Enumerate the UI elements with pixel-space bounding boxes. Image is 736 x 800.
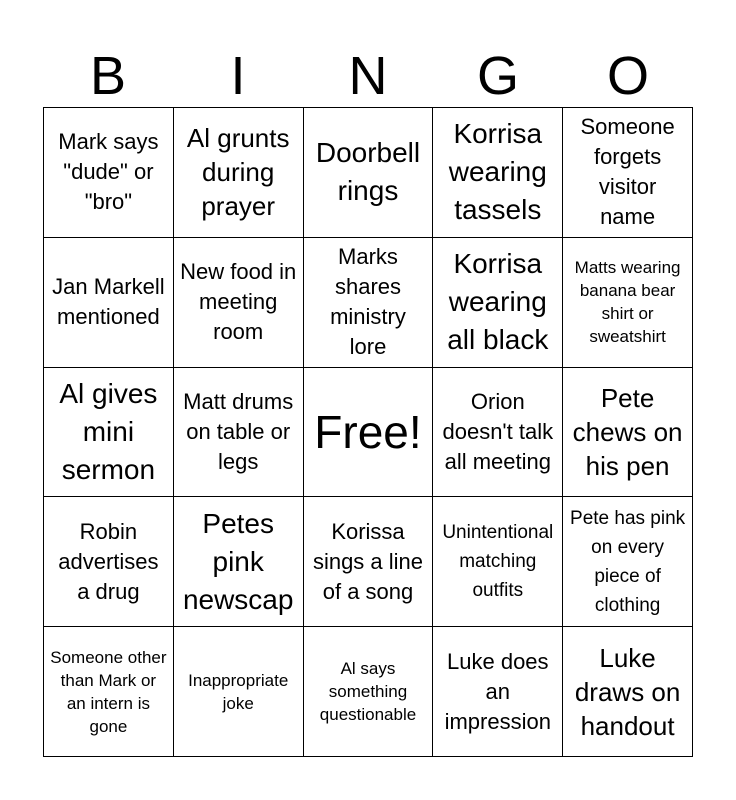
cell-text: Robin advertises a drug	[58, 518, 159, 604]
bingo-cell[interactable]	[174, 108, 304, 238]
header-letter-i: I	[230, 46, 246, 106]
bingo-header	[43, 44, 693, 108]
cell-text: New food in meeting room	[180, 259, 297, 345]
bingo-cell[interactable]	[44, 627, 174, 757]
header-letter-o: O	[606, 46, 649, 106]
bingo-cell[interactable]	[433, 497, 563, 627]
cell-text: Matts wearing banana bear shirt or sweatshirt	[574, 258, 681, 347]
header-letter-b: B	[89, 46, 127, 106]
bingo-cell[interactable]	[563, 497, 693, 627]
bingo-cell[interactable]	[304, 108, 434, 238]
bingo-cell[interactable]	[304, 497, 434, 627]
cell-text: Pete has pink on every piece of clothing	[570, 507, 686, 616]
bingo-cell[interactable]	[433, 108, 563, 238]
bingo-cell[interactable]	[44, 497, 174, 627]
cell-text: Korissa sings a line of a song	[312, 518, 424, 604]
cell-text: Marks shares ministry lore	[330, 244, 406, 360]
bingo-cell[interactable]	[563, 368, 693, 498]
bingo-cell[interactable]	[174, 497, 304, 627]
cell-text: Jan Markell mentioned	[52, 274, 165, 330]
bingo-cell[interactable]	[44, 238, 174, 368]
free-space-text: Free!	[314, 405, 422, 458]
cell-text: Luke draws on handout	[574, 642, 681, 741]
cell-text: Korrisa wearing all black	[447, 248, 549, 356]
cell-text: Al grunts during prayer	[186, 123, 290, 222]
cell-text: Doorbell rings	[315, 137, 421, 207]
bingo-cell[interactable]	[304, 238, 434, 368]
bingo-cell[interactable]	[174, 627, 304, 757]
header-letter-n: N	[348, 46, 388, 106]
bingo-cell[interactable]	[563, 238, 693, 368]
bingo-cell[interactable]	[433, 368, 563, 498]
cell-text: Al says something questionable	[319, 659, 417, 725]
cell-text: Al gives mini sermon	[59, 377, 158, 485]
cell-text: Someone forgets visitor name	[580, 114, 675, 230]
cell-text: Korrisa wearing tassels	[448, 118, 547, 226]
bingo-cell[interactable]	[563, 627, 693, 757]
bingo-cell[interactable]	[563, 108, 693, 238]
cell-text: Petes pink newscap	[182, 507, 294, 615]
cell-text: Unintentional matching outfits	[442, 522, 554, 602]
cell-text: Orion doesn't talk all meeting	[442, 388, 554, 474]
bingo-cell[interactable]	[174, 368, 304, 498]
bingo-cell[interactable]	[44, 108, 174, 238]
bingo-cell[interactable]	[433, 238, 563, 368]
header-letter-g: G	[476, 46, 519, 106]
bingo-grid	[43, 107, 693, 757]
cell-text: Luke does an impression	[444, 648, 551, 734]
cell-text: Inappropriate joke	[188, 670, 289, 713]
cell-text: Someone other than Mark or an intern is gone	[50, 647, 167, 736]
bingo-cell[interactable]	[44, 368, 174, 498]
cell-text: Matt drums on table or legs	[183, 388, 294, 474]
bingo-cell[interactable]	[433, 627, 563, 757]
bingo-cell[interactable]	[174, 238, 304, 368]
cell-text: Mark says "dude" or "bro"	[58, 129, 159, 215]
cell-text: Pete chews on his pen	[572, 382, 683, 481]
free-space-cell[interactable]	[304, 368, 434, 498]
bingo-cell[interactable]	[304, 627, 434, 757]
